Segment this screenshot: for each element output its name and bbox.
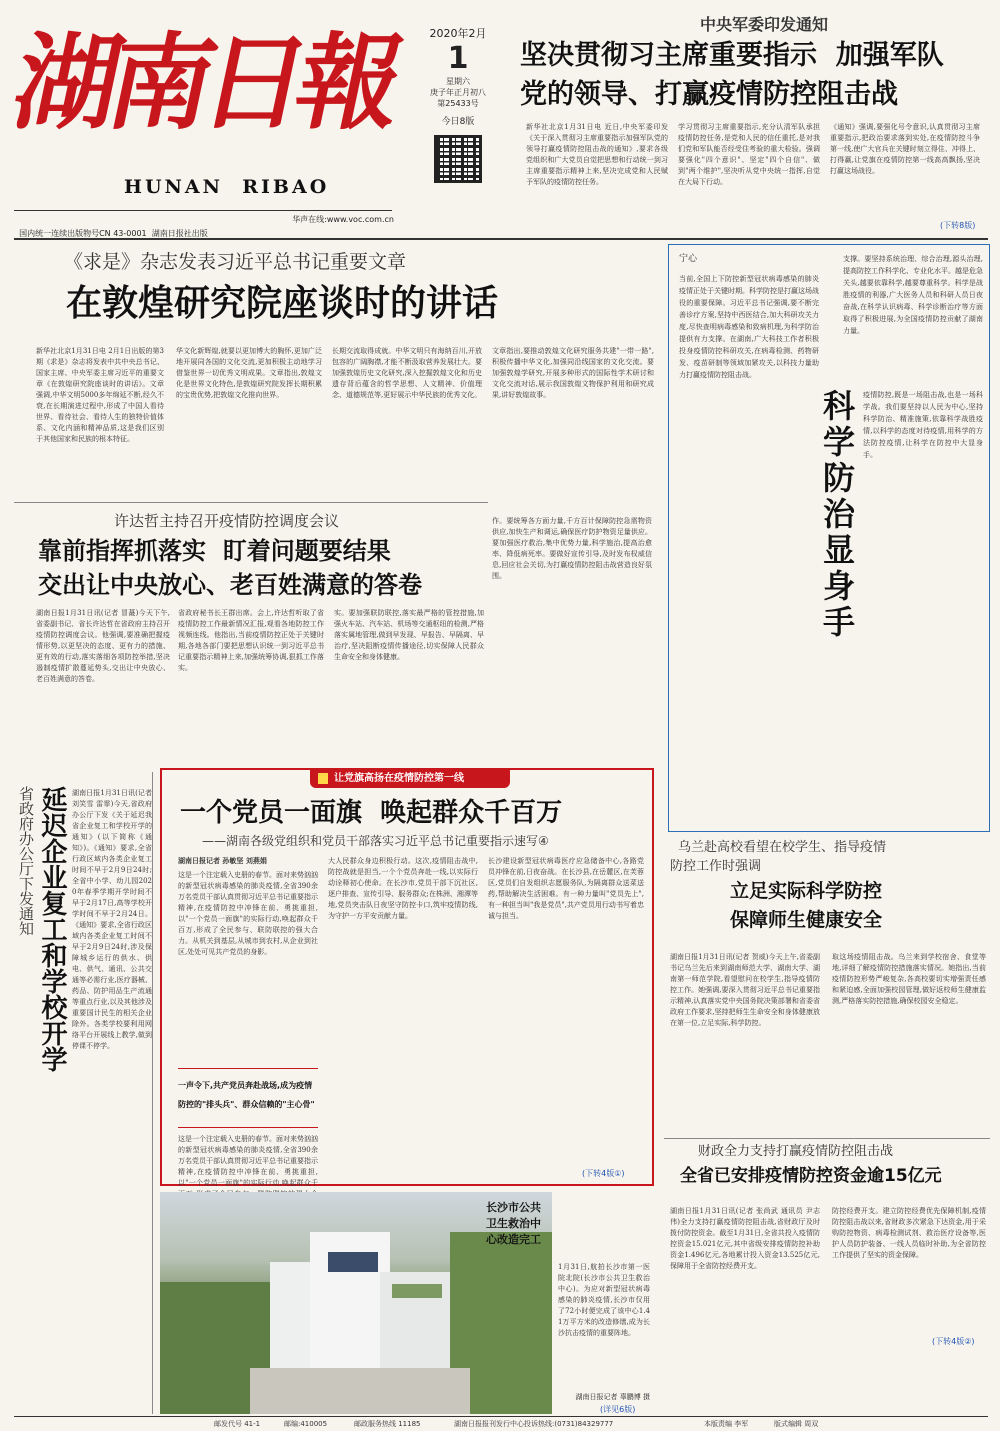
footer <box>14 1418 988 1430</box>
xuda-story <box>14 508 660 768</box>
party-col-3: 长沙建设新型冠状病毒医疗应急储备中心,各路党员冲锋在前,日夜奋战。在长沙县,在岳麓区,在芙蓉区,党员们自发组织志愿服务队,为隔离群众送菜送药,帮助解决生活困难。有一种力量叫"党员先上",有一种担当叫"我是党员",共产党员用行动书写着忠诚与担当。 <box>488 857 644 920</box>
party-box <box>160 768 654 1186</box>
photo-see-page[interactable]: (详见6版) <box>600 1405 636 1414</box>
footer-hotline: 邮政服务热线 11185 <box>354 1420 421 1428</box>
editorial-col-3: 疫情防控,既是一场阻击战,也是一场科学战。我们要坚持以人民为中心,坚持科学防治、精准施策,依靠科学战胜疫情,以科学的态度对待疫情,用科学的方法防控疫情,让科学在防控中大显身手。 <box>863 391 983 459</box>
wulan-story <box>664 838 990 1134</box>
party-pullquote-text: 一声令下,共产党员奔赴战场,成为疫情防控的"排头兵"、群众信赖的"主心骨" <box>178 1081 315 1109</box>
funding-col-2: 防控经费开支。建立防控经费优先保障机制,疫情防控阻击战以来,省财政多次紧急下达资金,用于采购防控物资、病毒检测试剂、救治医疗设备等,医护人员防护装备、一线人员临时补助,为全省防控工作提供了坚实的资金保障。 <box>832 1207 986 1259</box>
qiushi-col-3: 长期交流取得成就。中华文明只有海纳百川,开放包容的广阔胸襟,才能不断汲取营养发展壮大。要加强敦煌历史文化研究,深入挖掘敦煌文化和历史遗存背后蕴含的哲学思想、人文精神、价值理念、道德规范等,更好展示中华民族的优秀文化。 <box>332 347 482 399</box>
qiushi-col-2: 华文化新辉煌,就要以更加博大的胸怀,更加广泛地开展同各国的文化交流,更加积极主动地学习借鉴世界一切优秀文明成果。文章指出,敦煌文化是世界文化特色,是敦煌研究院发挥长期积累的宝贵优势,把敦煌文化推向世界。 <box>176 347 322 399</box>
wulan-col-1: 湖南日报1月31日讯(记者 贺威)今天上午,省委副书记乌兰先后来到湖南师范大学、湖南大学、湖南第一师范学院,看望慰问在校学生,指导疫情防控工作。她强调,要深入贯彻习近平总书记重要指示精神,认真落实党中央国务院决策部署和省委省政府工作要求,坚持把师生生命安全和身体健康放在第一位,立足实际,科学防控。 <box>670 953 820 1027</box>
solar-roof <box>328 1252 378 1272</box>
masthead-char-3: 日 <box>191 21 322 144</box>
footer-editor: 本版责编 李军 <box>704 1420 749 1428</box>
editorial-headline[interactable]: 科学防治显身手 <box>818 389 856 641</box>
delay-vertical-kicker: 省政府办公厅下发通知 <box>17 786 35 936</box>
top-story-col-1: 新华社北京1月31日电 近日,中央军委印发《关于深入贯彻习主席重要指示加强军队党的领导打赢疫情防控阻击战的通知》,要求各级党组织和广大党员自觉把思想和行动统一到习主席重要指示精神上来,坚决完成党和人民赋予军队的疫情防控任务。 <box>526 123 668 186</box>
xuda-col-2: 省政府秘书长王群出席。会上,许达哲听取了省疫情防控工作最新情况汇报,观看各地防控工作视频连线。他指出,当前疫情防控正处于关键时期,各地各部门要把思想认识统一到习近平总书记重要指示精神上来,加强统筹协调,狠抓工作落实。 <box>178 609 324 672</box>
footer-zip: 邮编:410005 <box>284 1420 328 1428</box>
top-story-col-2: 学习贯彻习主席重要指示,充分认清军队承担疫情防控任务,是党和人民的信任重托,是对我们党和军队能否经受住考验的重大检验。强调要强化"四个意识"、坚定"四个自信"、做到"两个维护",坚决听从党中央统一指挥,自觉在大局下行动。 <box>678 123 820 186</box>
wulan-headline-1[interactable]: 立足实际科学防控 <box>730 880 883 902</box>
editorial-label: 宁心 <box>679 254 698 264</box>
date-line: 2020年2月 <box>429 27 487 40</box>
party-byline: 湖南日报记者 孙敏坚 刘燕娟 <box>178 857 267 865</box>
editorial-box <box>668 244 990 832</box>
wulan-headline-2[interactable]: 保障师生健康安全 <box>730 909 883 931</box>
date-day: 1 <box>447 41 469 76</box>
wulan-kicker-2: 防控工作时强调 <box>670 859 762 874</box>
qiushi-col-1: 新华社北京1月31日电 2月1日出版的第3期《求是》杂志将发表中共中央总书记、国家主席、中央军委主席习近平的重要文章《在敦煌研究院座谈时的讲话》。文章强调,中华文明5000多年绵延不断,经久不衰,在长期演进过程中,形成了中国人看待世界、看待社会、看待人生的独特价值体系、文化内涵和精神品质,这是我们区别于其他国家和民族的根本特征。 <box>36 347 164 443</box>
party-banner-text: 让党旗高扬在疫情防控第一线 <box>334 773 464 784</box>
delay-text: 湖南日报1月31日讯(记者 刘笑雪 雷霏)今天,省政府办公厅下发《关于延迟我省企业复工和学校开学的通知》(以下简称《通知》)。《通知》要求,全省行政区域内各类企业复工时间不早于2月9日24时;全省中小学、幼儿园2020年春季学期开学时间不早于2月17日,高等学校开学时间不早于2月24日。《通知》要求,全省行政区域内各类企业复工时间不早于2月9日24时,涉及保障城乡运行的供水、供电、供气、通讯、公共交通等必需行业,医疗器械、药品、防护用品生产流通等重点行业,以及其他涉及重要国计民生的相关企业除外。各类学校要利用网络平台开展线上教学,做到停课不停学。 <box>72 789 155 1050</box>
divider-qiushi <box>14 502 488 503</box>
qiushi-col-4: 文章指出,要推动敦煌文化研究服务共建"一带一路",积极传播中华文化,加强同沿线国家的文化交流。要加强敦煌学研究,开展多种形式的国际性学术研讨和文化交流对话,展示我国敦煌文物保护利用和研究成果,讲好敦煌故事。 <box>492 347 654 399</box>
party-headline[interactable]: 一个党员一面旗 唤起群众千百万 <box>180 798 563 828</box>
issue-number: 第25433号 <box>437 99 479 108</box>
editorial-col-2: 支撑。要坚持系统治理、综合治理,源头治理,提高防控工作科学化、专业化水平。越是危急关头,越要依靠科学,越要尊重科学。科学是战胜疫情的利器,广大医务人员和科研人员日夜奋战,在科学认识病毒、科学诊断治疗等方面取得了积极进展,为全国疫情防控贡献了湖南力量。 <box>843 255 983 335</box>
website-link[interactable]: 华声在线:www.voc.com.cn <box>292 215 394 224</box>
xuda-headline-2[interactable]: 交出让中央放心、老百姓满意的答卷 <box>38 571 422 599</box>
party-col-1b: 这是一个注定载入史册的春节。面对来势汹汹的新型冠状病毒感染的肺炎疫情,全省390余万名党员干部认真贯彻习近平总书记重要指示精神,在疫情防控中冲锋在前、勇挑重担,以"一个党员一面旗"的实际行动,唤起群众千 <box>178 1135 318 1187</box>
funding-continuation[interactable]: (下转4版②) <box>932 1337 975 1346</box>
party-continuation[interactable]: (下转4版①) <box>582 1169 625 1178</box>
funding-headline[interactable]: 全省已安排疫情防控资金逾15亿元 <box>680 1166 942 1186</box>
divider-top <box>14 238 988 240</box>
footer-postal-code: 邮发代号 41-1 <box>214 1420 261 1428</box>
party-pullquote <box>178 1068 318 1128</box>
page-count: 今日8版 <box>441 117 475 127</box>
delay-story <box>14 776 154 1416</box>
footer-rule <box>14 1416 988 1417</box>
qiushi-kicker: 《求是》杂志发表习近平总书记重要文章 <box>64 251 407 273</box>
party-banner <box>310 770 510 788</box>
weekday: 星期六 <box>446 77 470 86</box>
masthead-rule-top <box>14 210 392 211</box>
party-subheadline: ——湖南各级党组织和党员干部落实习近平总书记重要指示速写④ <box>202 834 549 848</box>
footer-layout-editor: 版式编辑 周双 <box>774 1420 819 1428</box>
party-col-2: 大人民群众身边积极行动。这次,疫情阻击战中,防控战就是担当,一个个党员奔赴一线,以实际行动诠释初心使命。在长沙市,党员干部下沉社区,逐户排查、宣传引导、服务群众;在株洲、湘潭等地,党员突击队日夜坚守防控卡口,筑牢疫情防线,为守护一方平安贡献力量。 <box>328 857 478 920</box>
masthead <box>3 8 416 208</box>
qiushi-headline[interactable]: 在敦煌研究院座谈时的讲话 <box>66 283 499 324</box>
top-story-headline-1[interactable]: 坚决贯彻习主席重要指示 加强军队 <box>520 40 944 71</box>
editorial-col-1: 当前,全国上下防控新型冠状病毒感染的肺炎疫情正处于关键时期。科学防控是打赢这场战役的重要保障。习近平总书记强调,要不断完善诊疗方案,坚持中西医结合,加大科研攻关力度,尽快查明病毒感染和致病机理,为科学防治提供有力支撑。在湖南,广大科技工作者积极投身疫情防控科研攻关,在病毒检测、药物研发、疫苗研制等领域加紧攻关,以科技力量助力打赢疫情防控阻击战。 <box>679 275 819 379</box>
lunar-date: 庚子年正月初八 <box>430 88 486 97</box>
masthead-bar <box>14 213 394 238</box>
photo-credit: 湖南日报记者 辜鹏博 摄 <box>575 1393 650 1401</box>
funding-kicker: 财政全力支持打赢疫情防控阻击战 <box>698 1144 894 1159</box>
xuda-col-3: 实。要加强联防联控,落实最严格的管控措施,加强火车站、汽车站、机场等交通枢纽的检测,严格落实属地管理,做到早发现、早报告、早隔离、早治疗,坚决阻断疫情传播途径,切实保障人民群众生命安全和身体健康。 <box>334 609 484 661</box>
qiushi-story <box>14 248 660 498</box>
funding-story <box>664 1142 990 1414</box>
funding-col-1: 湖南日报1月31日讯(记者 张尚武 通讯员 尹志伟)全力支持打赢疫情防控阻击战,省财政厅及时拨付防控资金。截至1月31日,全省共投入疫情防控资金15.021亿元,其中省级安排疫情防控补助资金1.496亿元,各地累计投入资金13.525亿元,保障用于全省防控经费开支。 <box>670 1207 820 1270</box>
xuda-kicker: 许达哲主持召开疫情防控调度会议 <box>114 512 340 530</box>
footer-complaint: 湖南日报报刊发行中心投诉热线:(0731)84329777 <box>454 1420 614 1428</box>
wulan-kicker-1: 乌兰赴高校看望在校学生、指导疫情 <box>678 840 887 855</box>
masthead-char-1: 湖 <box>3 21 134 144</box>
masthead-pinyin: HUNAN RIBAO <box>124 176 330 198</box>
party-col-1: 这是一个注定载入史册的春节。面对来势汹汹的新型冠状病毒感染的肺炎疫情,全省390余万名党员干部认真贯彻习近平总书记重要指示精神,在疫情防控中冲锋在前、勇挑重担,以"一个党员一面旗"的实际行动,唤起群众千百万,形成了全民参与、联防联控的强大合力。从机关到基层,从城市到农村,从企业到社区,处处可见共产党员的身影。 <box>178 871 318 956</box>
flag-icon <box>318 773 328 784</box>
xuda-headline-1[interactable]: 靠前指挥抓落实 盯着问题要结果 <box>38 537 391 565</box>
qr-code-icon[interactable] <box>434 135 482 183</box>
divider-wulan <box>664 1138 990 1139</box>
top-story-col-3: 《通知》强调,要强化号令意识,认真贯彻习主席重要指示,把政治要求落到实处,在疫情防控斗争第一线,使广大官兵在关键时刻立得住、冲得上、打得赢,让党旗在疫情防控第一线高高飘扬,坚决打赢这场战役。 <box>830 123 980 175</box>
photo-caption-title: 长沙市公共卫生救治中心改造完工 <box>486 1201 541 1246</box>
top-story <box>520 14 988 236</box>
delay-vertical-headline[interactable]: 延迟企业复工和学校开学 <box>37 786 67 1072</box>
plaza <box>250 1368 470 1414</box>
photo-caption-text: 1月31日,航拍长沙市第一医院北院(长沙市公共卫生救治中心)。为应对新型冠状病毒感染的肺炎疫情,长沙市仅用了72小时便完成了该中心1.41万平方米的改造修缮,成为长沙抗击疫情的重要阵地。 <box>558 1263 650 1337</box>
masthead-char-2: 南 <box>97 21 228 144</box>
publication-number: 国内统一连续出版物号CN 43-0001 湖南日报社出版 <box>19 229 208 238</box>
top-story-kicker: 中央军委印发通知 <box>700 15 829 34</box>
wulan-col-2: 取这场疫情阻击战。乌兰来到学校宿舍、食堂等地,详细了解疫情防控措施落实情况。她指出,当前疫情防控形势严峻复杂,各高校要切实增强责任感和紧迫感,全面加强校园管理,做好返校师生健康监测,严格落实防控措施,确保校园安全稳定。 <box>832 953 986 1005</box>
news-photo <box>160 1192 552 1414</box>
xuda-col-4: 作。要统筹各方面力量,千方百计保障防控急需物资供应,加快生产和调运,确保医疗防护物资足量供应。要加强医疗救治,集中优势力量,科学施治,提高治愈率、降低病死率。要做好宣传引导,及时发布权威信息,回应社会关切,为打赢疫情防控阻击战营造良好氛围。 <box>492 517 652 580</box>
masthead-char-4: 報 <box>285 21 416 144</box>
roof-garden <box>392 1284 442 1298</box>
xuda-col-1: 湖南日报1月31日讯(记者 冒蕞)今天下午,省委副书记、省长许达哲在省政府主持召开疫情防控调度会议。他强调,要准确把握疫情形势,以更坚决的态度、更有力的措施、更有效的行动,落实落细各项防控举措,坚决遏制疫情扩散蔓延势头,交出让中央放心、老百姓满意的答卷。 <box>36 609 170 683</box>
date-block <box>410 26 506 206</box>
top-story-headline-2[interactable]: 党的领导、打赢疫情防控阻击战 <box>520 79 898 110</box>
top-story-continuation[interactable]: (下转8版) <box>940 221 976 230</box>
